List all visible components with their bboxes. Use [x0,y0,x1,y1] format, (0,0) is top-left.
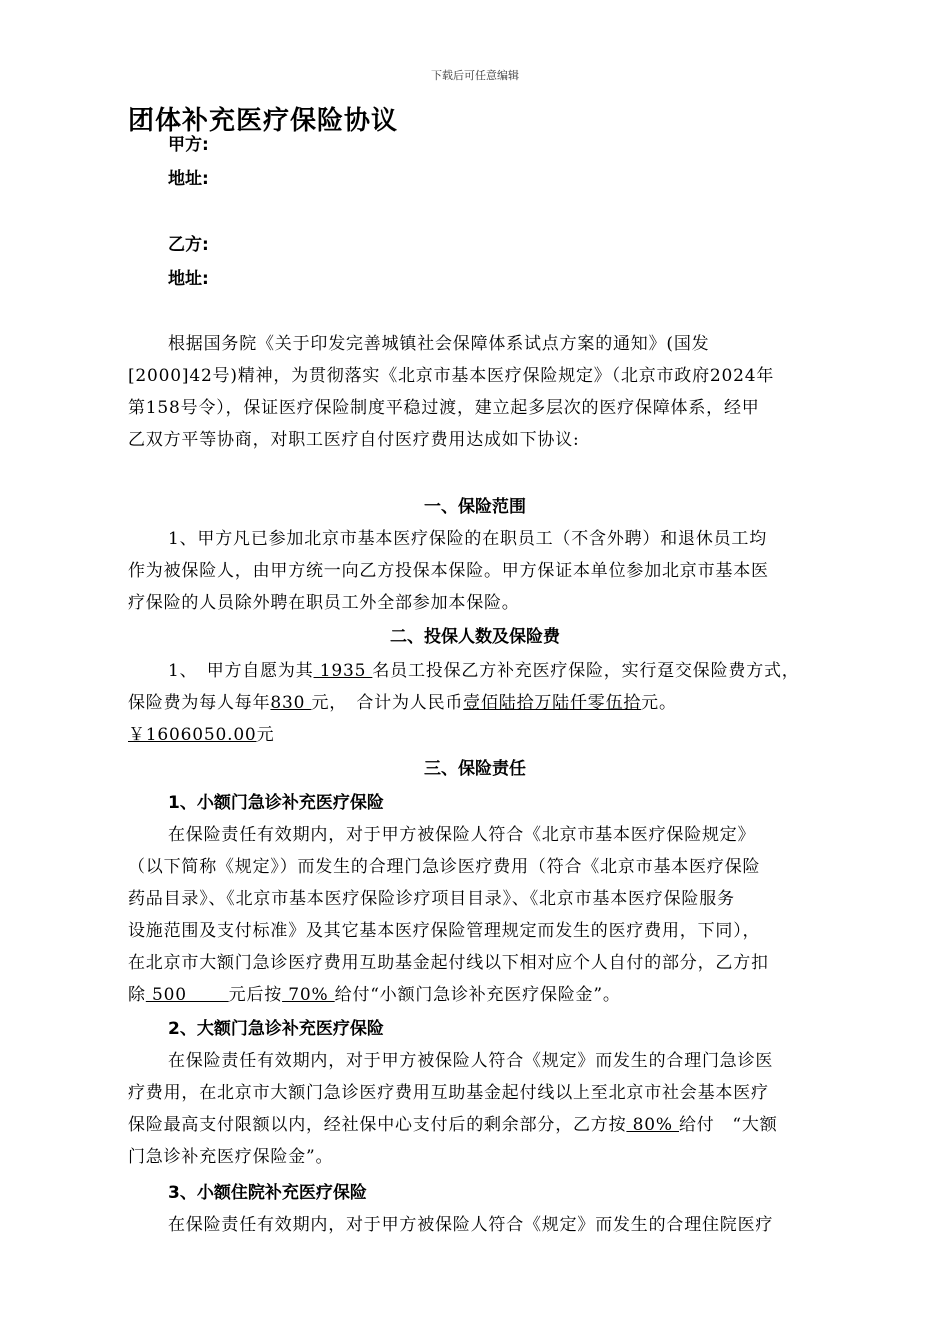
employee-count: 1935 [313,661,373,681]
total-amount-number: ￥1606050.00 [128,725,257,745]
text-span: 元。 [641,693,677,713]
party-b-label: 乙方: [168,235,209,255]
section-heading: 三、保险责任 [424,759,526,779]
subsection-title: 1、小额门急诊补充医疗保险 [168,793,384,813]
section-line [128,720,274,745]
section-line: 药品目录》、《北京市基本医疗保险诊疗项目目录》、《北京市基本医疗保险服务 [128,889,735,909]
preamble-line: 根据国务院《关于印发完善城镇社会保障体系试点方案的通知》(国发 [168,334,710,354]
deductible-amount: 500 [145,985,229,1005]
preamble-line: [2000]42号)精神，为贯彻落实《北京市基本医疗保险规定》（北京市政府2024年 [128,366,775,386]
section-line: 1、甲方凡已参加北京市基本医疗保险的在职员工（不含外聘）和退休员工均 [168,529,768,549]
text-span: 元， 合计为人民币 [311,693,464,713]
premium-per-person: 830 [270,693,312,713]
section-line: 在保险责任有效期内，对于甲方被保险人符合《规定》而发生的合理门急诊医 [168,1051,774,1071]
subsection-title: 2、大额门急诊补充医疗保险 [168,1019,384,1039]
payout-rate: 70% [282,985,335,1005]
section-line [128,688,677,713]
document-title: 团体补充医疗保险协议 [128,106,399,136]
section-line: 疗费用，在北京市大额门急诊医疗费用互助基金起付线以上至北京市社会基本医疗 [128,1083,769,1103]
section-line: 疗保险的人员除外聘在职员工外全部参加本保险。 [128,593,520,613]
payout-rate: 80% [626,1115,679,1135]
preamble-line: 第158号令），保证医疗保险制度平稳过渡，建立起多层次的医疗保障体系，经甲 [128,398,760,418]
text-span: 给付 “大额 [679,1115,778,1135]
header-note: 下载后可任意编辑 [431,69,519,82]
address-b-label: 地址: [168,269,209,289]
section-heading: 一、保险范围 [424,497,526,517]
text-span: 名员工投保乙方补充医疗保险，实行趸交保险费方式， [372,661,800,681]
section-line [128,1110,778,1135]
total-amount-words: 壹佰陆拾万陆仟零伍拾 [463,693,642,713]
party-a-label: 甲方: [168,135,209,155]
address-a-label: 地址: [168,169,209,189]
subsection-title: 3、小额住院补充医疗保险 [168,1183,367,1203]
section-line: 门急诊补充医疗保险金”。 [128,1147,334,1167]
text-span: 1、 甲方自愿为其 [168,661,314,681]
text-span: 保险费为每人每年 [128,693,271,713]
text-span: 元 [256,725,275,745]
text-span: 元后按 [228,985,283,1005]
preamble-line: 乙双方平等协商，对职工医疗自付医疗费用达成如下协议: [128,430,580,450]
text-span: 保险最高支付限额以内，经社保中心支付后的剩余部分，乙方按 [128,1115,627,1135]
section-line: 在保险责任有效期内，对于甲方被保险人符合《北京市基本医疗保险规定》 [168,825,756,845]
section-line: 作为被保险人，由甲方统一向乙方投保本保险。甲方保证本单位参加北京市基本医 [128,561,769,581]
section-line: 在北京市大额门急诊医疗费用互助基金起付线以下相对应个人自付的部分，乙方扣 [128,953,769,973]
section-line: 设施范围及支付标准》及其它基本医疗保险管理规定而发生的医疗费用，下同）， [128,921,761,941]
text-span: 给付“小额门急诊补充医疗保险金”。 [334,985,621,1005]
section-line [128,980,621,1005]
section-line: （以下简称《规定》）而发生的合理门急诊医疗费用（符合《北京市基本医疗保险 [128,857,761,877]
section-line: 在保险责任有效期内，对于甲方被保险人符合《规定》而发生的合理住院医疗 [168,1215,774,1235]
section-line [168,656,800,681]
section-heading: 二、投保人数及保险费 [390,627,560,647]
text-span: 除 [128,985,146,1005]
